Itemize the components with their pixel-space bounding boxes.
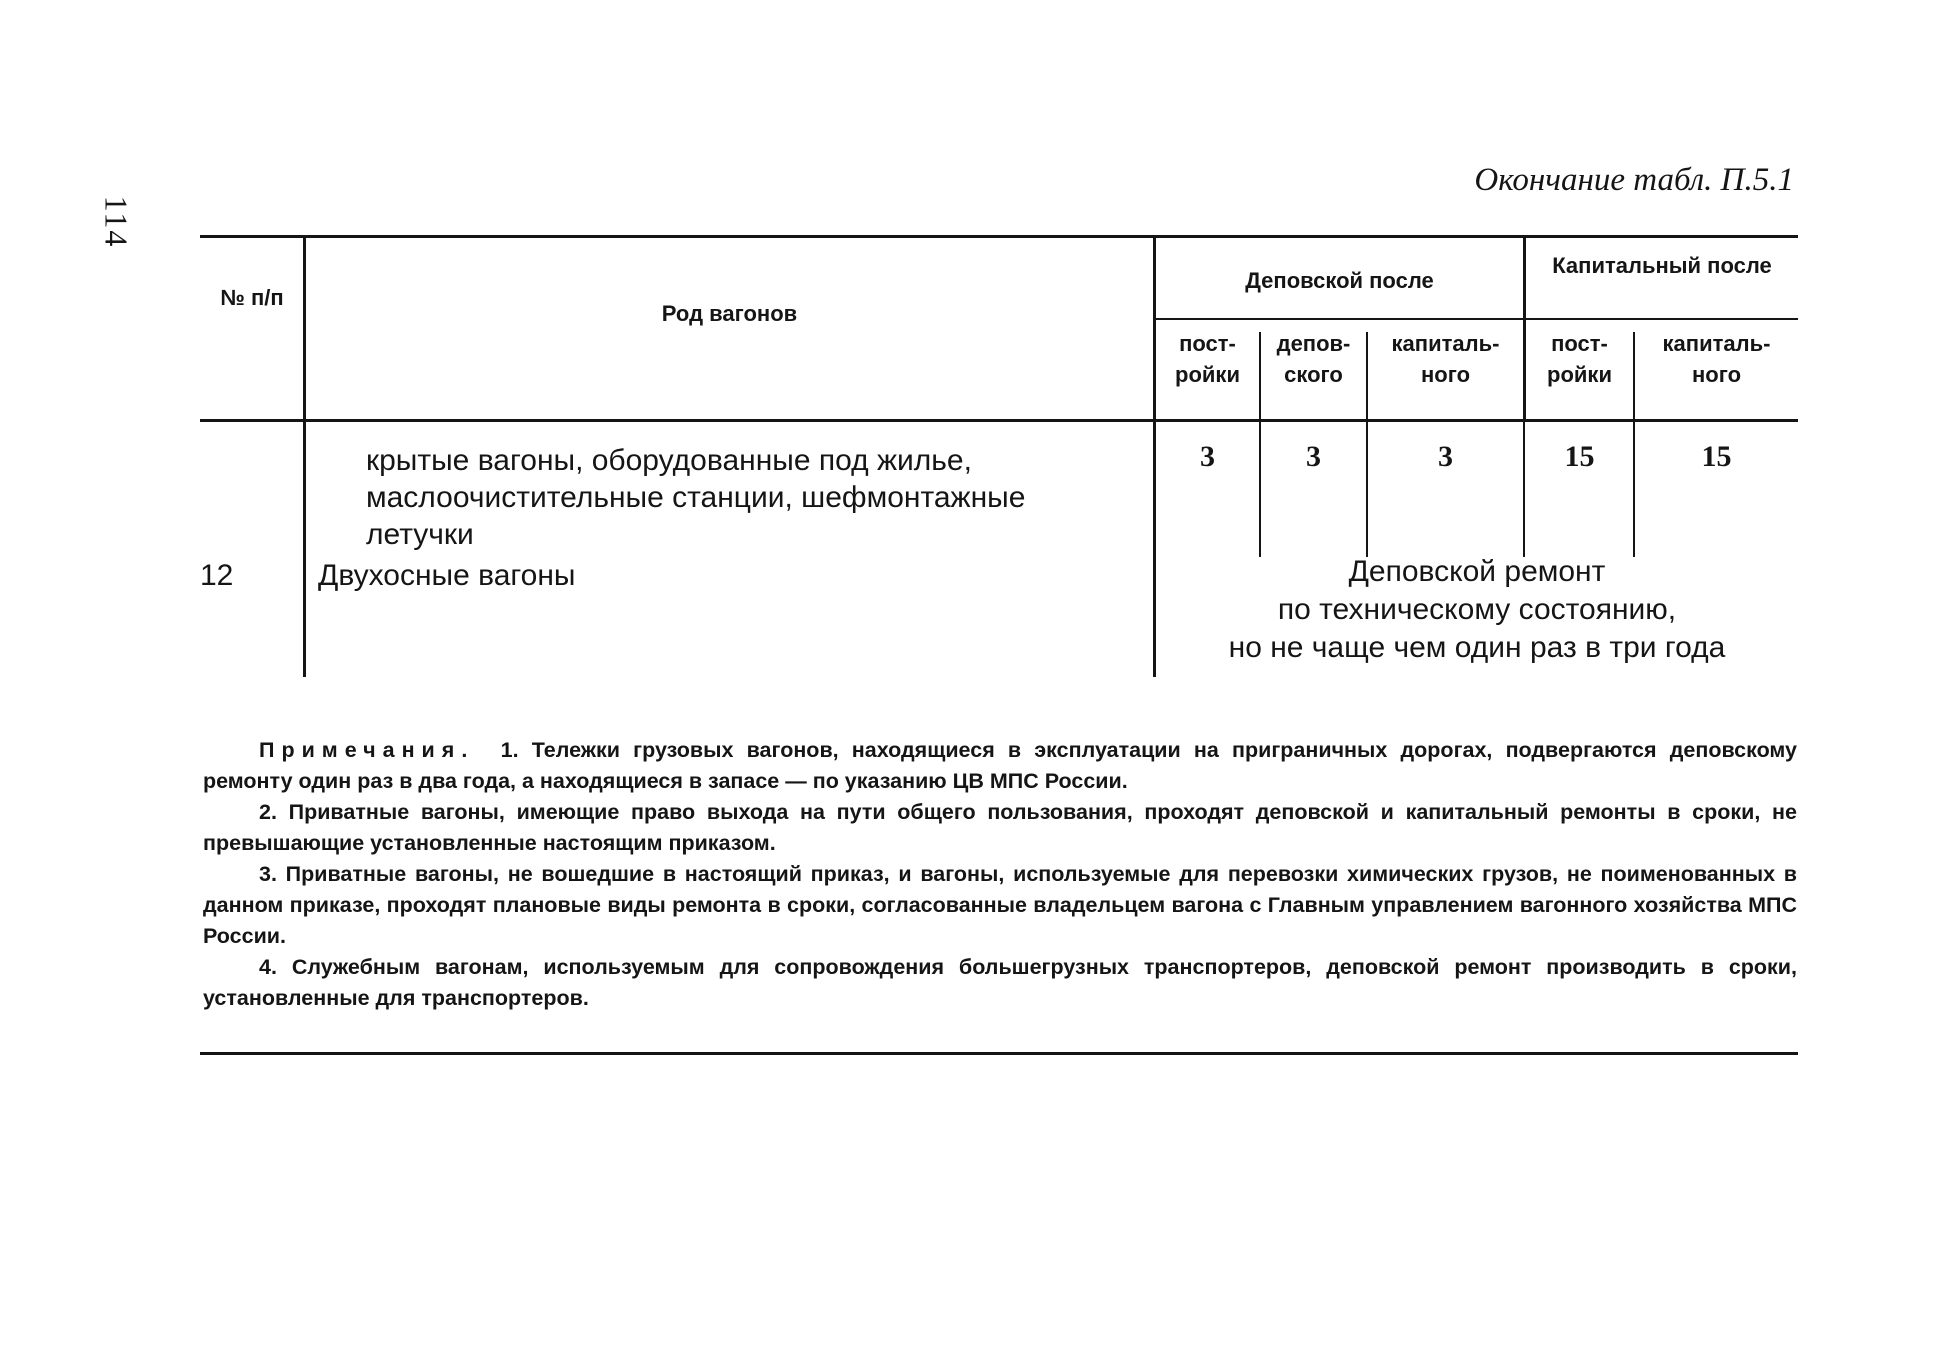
header-sub-construction-2: пост- ройки	[1547, 331, 1612, 387]
row-1-value-4: 15	[1564, 440, 1595, 473]
table-caption: Окончание табл. П.5.1	[1474, 162, 1794, 198]
row-1-wagon-type: крытые вагоны, оборудованные под жилье, маслоочистительные станции, шефмонтажные летучки	[366, 444, 1026, 551]
header-sub-capital-1: капиталь- ного	[1391, 331, 1500, 387]
header-wagon-type: Род вагонов	[661, 301, 798, 326]
header-capital-group: Капитальный после	[1552, 253, 1772, 278]
header-sub-depot: депов- ского	[1276, 331, 1351, 387]
header-number: № п/п	[220, 285, 284, 310]
note-2: 2. Приватные вагоны, имеющие право выхода на пути общего пользования, проходят деповской и капитальный ремонты в сроки, не превышающие установленные настоящим приказом.	[203, 800, 1797, 855]
page-number: 114	[98, 195, 135, 249]
row-2-wagon-type: Двухосные вагоны	[318, 559, 576, 592]
header-sub-construction-1: пост- ройки	[1175, 331, 1240, 387]
body-rule-3	[1523, 421, 1525, 557]
row-1-value-2: 3	[1306, 440, 1321, 473]
table-top-rule	[200, 235, 1798, 238]
note-3: 3. Приватные вагоны, не вошедшие в настоящий приказ, и вагоны, используемые для перевозки химических грузов, не поименованных в данном приказе, проходят плановые виды ремонта в сроки, согласованные владельцем вагона с Главным управлением вагонного хозяйства МПС России.	[203, 862, 1797, 948]
note-4: 4. Служебным вагонам, используемым для сопровождения большегрузных транспортеров, деповской ремонт производить в сроки, установленные для транспортеров.	[203, 955, 1797, 1010]
row-1-value-5: 15	[1701, 440, 1732, 473]
note-1-text: 1. Тележки грузовых вагонов, находящиеся в эксплуатации на приграничных дорогах, подвергаются деповскому ремонту один раз в два года, а находящиеся в запасе — по указанию ЦВ МПС России.	[203, 738, 1797, 793]
notes	[203, 735, 1797, 1014]
row-2-merged-note: Деповской ремонт по техническому состоянию, но не чаще чем один раз в три года	[1228, 555, 1726, 664]
header-group-rule	[1155, 318, 1798, 320]
header-sub-capital-2: капиталь- ного	[1662, 331, 1771, 387]
header-bottom-rule	[200, 419, 1798, 422]
note-1	[203, 735, 1797, 797]
notes-label: Примечания.	[259, 738, 475, 762]
bottom-rule	[200, 1052, 1798, 1055]
row-1-value-3: 3	[1438, 440, 1453, 473]
row-1-value-1: 3	[1200, 440, 1215, 473]
header-depot-group: Деповской после	[1245, 268, 1434, 293]
row-2-number: 12	[200, 559, 234, 592]
